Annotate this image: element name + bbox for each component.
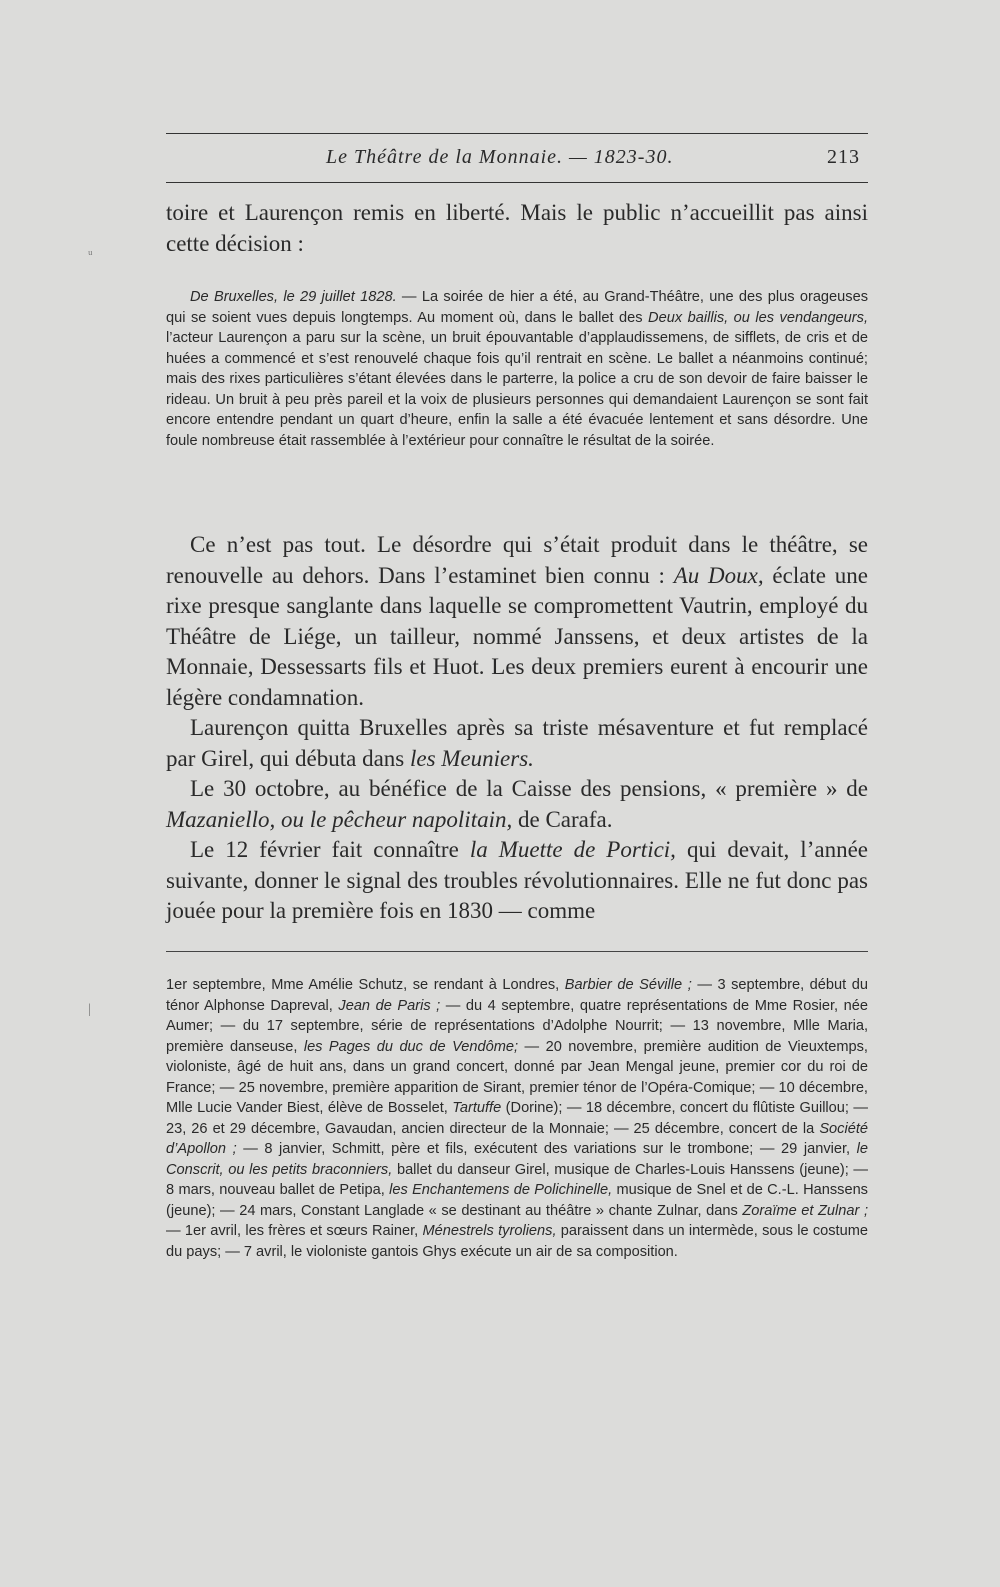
paragraph-mazaniello: Le 30 octobre, au bénéfice de la Caisse des pensions, « première » de Mazaniello, ou le pêcheur napolitain, de Carafa. [166, 776, 868, 832]
running-header [166, 133, 868, 183]
ballet-title: Deux baillis, ou les vendangeurs, [648, 309, 869, 326]
work-title: Mazaniello, ou le pêcheur napolitain, [166, 806, 513, 832]
footnote-separator [166, 951, 868, 952]
paragraph-riot: Ce n’est pas tout. Le désordre qui s’était produit dans le théâtre, se renouvelle au dehors. Dans l’estaminet bien connu : Au Doux, éclate une rixe presque sanglante dans laquelle se compromettent Vautrin, employé du Théâtre de Liége, un tailleur, nommé Janssens, et deux artistes de la Monnaie, Dessessarts fils et Huot. Les deux premiers eurent à encourir une légère condamnation. [166, 532, 869, 710]
paragraph-laurencon: Laurençon quitta Bruxelles après sa triste mésaventure et fut remplacé par Girel, qui débuta dans les Meuniers. [166, 715, 868, 771]
footnote: 1er septembre, Mme Amélie Schutz, se rendant à Londres, Barbier de Séville ; — 3 septembre, début du ténor Alphonse Dapreval, Jean de Paris ; — du 4 septembre, quatre représentations de Mme Rosier, née Aumer; — du 17 septembre, série de représentations d’Adolphe Nourrit; — 13 novembre, Mlle Maria, première danseuse, les Pages du duc de Vendôme; — 20 novembre, première audition de Vieuxtemps, violoniste, âgé de huit ans, dans un grand concert, donné par Jean Mengal jeune, premier cor du roi de France; — 25 novembre, première apparition de Sirant, premier ténor de l’Opéra-Comique; — 10 décembre, Mlle Lucie Vander Biest, élève de Bosselet, Tartuffe (Dorine); — 18 décembre, concert du flûtiste Guillou; — 23, 26 et 29 décembre, Gavaudan, ancien directeur de la Monnaie; — 25 décembre, concert de la Société d’Apollon ; — 8 janvier, Schmitt, père et fils, exécutent des variations sur le trombone; — 29 janvier, le Conscrit, ou les petits braconniers, ballet du danseur Girel, musique de Charles-Louis Hanssens (jeune); — 8 mars, nouveau ballet de Petipa, les Enchantemens de Polichinelle, musique de Snel et de C.-L. Hanssens (jeune); — 24 mars, Constant Langlade « se destinant au théâtre » chante Zulnar, dans Zoraïme et Zulnar ; — 1er avril, les frères et sœurs Rainer, Ménestrels tyroliens, paraissent dans un intermède, sous le costume du pays; — 7 avril, le violoniste gantois Ghys exécute un air de sa composition. [166, 977, 868, 1260]
newspaper-quote: De Bruxelles, le 29 juillet 1828. — La soirée de hier a été, au Grand-Théâtre, une des plus orageuses qui se soient vues depuis longtemps. Au moment où, dans le ballet des Deux baillis, ou les vendangeurs, l’acteur Laurençon a paru sur la scène, un bruit épouvantable d’applaudissemens, de sifflets, de cris et de huées a commencé et s’est renouvelé chaque fois qu’il rentrait en scène. Le ballet a néanmoins continué; mais des rixes particulières s’étant élevées dans le parterre, la police a cru de son devoir de faire baisser le rideau. Un bruit à peu près pareil et la voix de plusieurs personnes qui demandaient Laurençon se sont fait encore entendre pendant un quart d’heure, enfin la salle a été évacuée lentement et sans désordre. Une foule nombreuse était rassemblée à l’extérieur pour connaître le résultat de la soirée. [166, 289, 869, 449]
margin-mark: | [88, 1002, 91, 1017]
work-title: les Meuniers. [409, 745, 534, 771]
running-title: Le Théâtre de la Monnaie. — 1823-30. [326, 146, 674, 168]
paragraph-continuation: toire et Laurençon remis en liberté. Mais le public n’accueillit pas ainsi cette décision : [166, 200, 868, 256]
tavern-name: Au Doux, [673, 562, 764, 588]
paragraph-muette: Le 12 février fait connaître la Muette de Portici, qui devait, l’année suivante, donner le signal des troubles révolutionnaires. Elle ne fut donc pas jouée pour la première fois en 1830 — comme [166, 837, 868, 923]
page-number: 213 [827, 146, 860, 168]
quote-dateline: De Bruxelles, le 29 juillet 1828. [190, 289, 397, 305]
margin-mark: ᵘ [88, 248, 93, 263]
work-title: la Muette de Portici, [469, 837, 676, 862]
